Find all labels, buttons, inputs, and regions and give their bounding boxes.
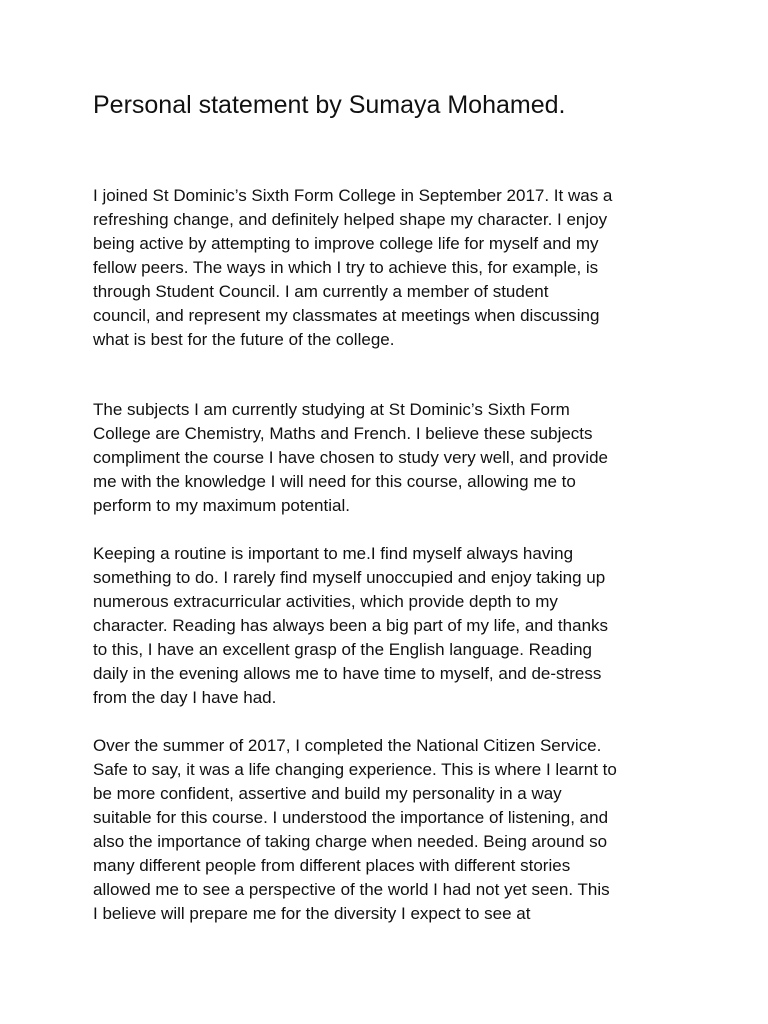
text-line: be more confident, assertive and build my personality in a way bbox=[93, 784, 562, 803]
text-line: from the day I have had. bbox=[93, 688, 277, 707]
text-line: character. Reading has always been a big part of my life, and thanks bbox=[93, 616, 609, 635]
text-line: Safe to say, it was a life changing experience. This is where I learnt to bbox=[93, 760, 617, 779]
text-line: me with the knowledge I will need for this course, allowing me to bbox=[93, 472, 576, 491]
text-line: being active by attempting to improve college life for myself and my bbox=[93, 234, 599, 253]
text-line: also the importance of taking charge when needed. Being around so bbox=[93, 832, 608, 851]
text-line: council, and represent my classmates at meetings when discussing bbox=[93, 306, 600, 325]
text-line: what is best for the future of the college. bbox=[93, 330, 395, 349]
paragraph-subjects bbox=[93, 398, 693, 518]
text-line: fellow peers. The ways in which I try to achieve this, for example, is bbox=[93, 258, 599, 277]
text-line: Over the summer of 2017, I completed the National Citizen Service. bbox=[93, 736, 602, 755]
text-line: refreshing change, and definitely helped shape my character. I enjoy bbox=[93, 210, 608, 229]
text-line: perform to my maximum potential. bbox=[93, 496, 350, 515]
text-line: The subjects I am currently studying at St Dominic’s Sixth Form bbox=[93, 400, 570, 419]
text-line: through Student Council. I am currently a member of student bbox=[93, 282, 549, 301]
paragraph-national-citizen-service bbox=[93, 734, 693, 926]
text-line: to this, I have an excellent grasp of the English language. Reading bbox=[93, 640, 593, 659]
text-line: something to do. I rarely find myself unoccupied and enjoy taking up bbox=[93, 568, 606, 587]
text-line: College are Chemistry, Maths and French. I believe these subjects bbox=[93, 424, 593, 443]
text-line: I joined St Dominic’s Sixth Form College in September 2017. It was a bbox=[93, 186, 613, 205]
page-title: Personal statement by Sumaya Mohamed. bbox=[93, 91, 566, 119]
text-line: I believe will prepare me for the diversity I expect to see at bbox=[93, 904, 531, 923]
text-line: Keeping a routine is important to me.I find myself always having bbox=[93, 544, 574, 563]
paragraph-college-intro bbox=[93, 184, 693, 352]
text-line: many different people from different places with different stories bbox=[93, 856, 571, 875]
text-line: suitable for this course. I understood the importance of listening, and bbox=[93, 808, 609, 827]
text-line: numerous extracurricular activities, which provide depth to my bbox=[93, 592, 558, 611]
text-line: compliment the course I have chosen to study very well, and provide bbox=[93, 448, 608, 467]
text-line: daily in the evening allows me to have time to myself, and de-stress bbox=[93, 664, 602, 683]
text-line: allowed me to see a perspective of the world I had not yet seen. This bbox=[93, 880, 610, 899]
paragraph-routine bbox=[93, 542, 693, 710]
